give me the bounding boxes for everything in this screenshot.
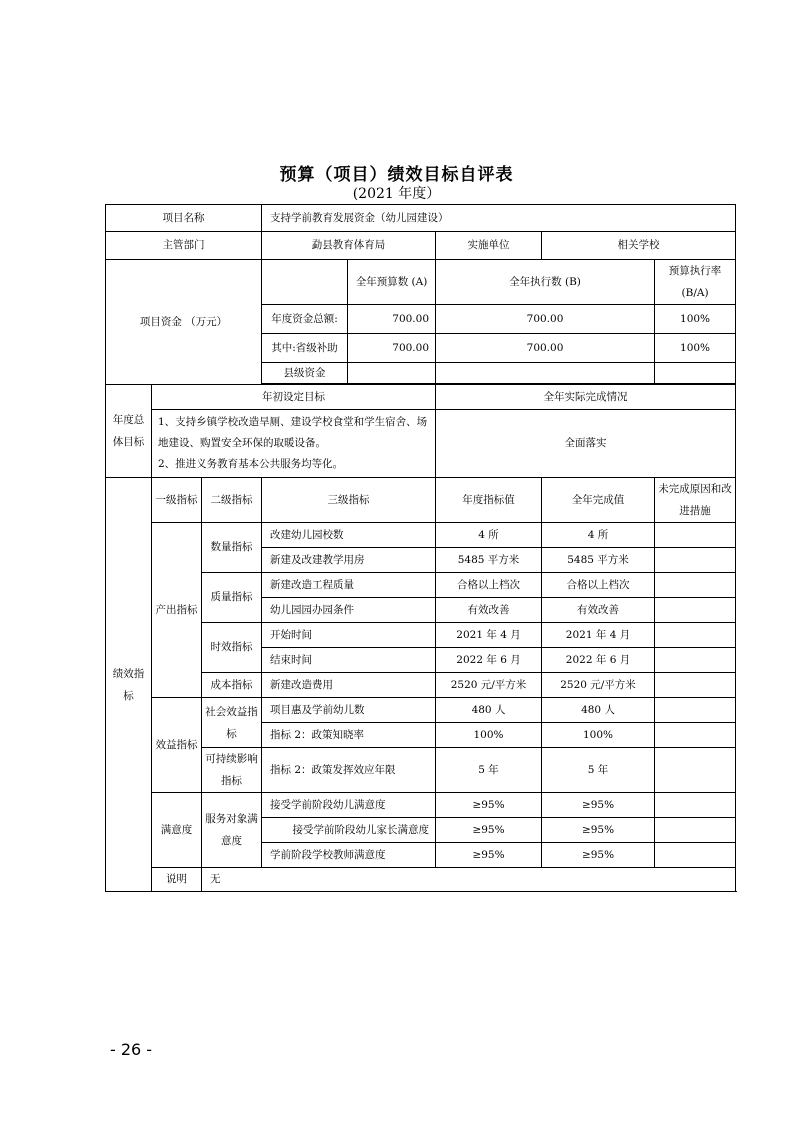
perf-row-reason [655,818,736,843]
perf-row-reason [655,573,736,598]
goals-label: 年度总体目标 [106,385,152,478]
perf-row-name: 结束时间 [262,648,436,673]
funds-row-label: 年度资金总额: [262,305,348,334]
page-subtitle: (2021 年度） [352,186,441,202]
perf-row-actual: 2021 年 4 月 [542,623,655,648]
perf-row-reason [655,793,736,818]
perf-row-name: 项目惠及学前幼儿数 [262,698,436,723]
perf-row-target: 5 年 [436,748,542,793]
project-name-label: 项目名称 [106,205,262,232]
perf-h-reason: 未完成原因和改进措施 [655,478,736,523]
perf-h-level3: 三级指标 [262,478,436,523]
perf-row [106,523,736,548]
cost-label: 成本指标 [202,673,262,698]
perf-row-reason [655,648,736,673]
funds-row-rate: 100% [655,305,736,334]
funds-col-budget: 全年预算数 (A) [348,260,436,305]
satisfaction-label: 满意度 [152,793,202,868]
perf-row-name: 指标 2：政策知晓率 [262,723,436,748]
quality-label: 质量指标 [202,573,262,623]
perf-h-level1: 一级指标 [152,478,202,523]
note-value: 无 [202,868,736,892]
note-row [106,868,736,892]
perf-row-actual: 100% [542,723,655,748]
perf-row-target: 2022 年 6 月 [436,648,542,673]
perf-row-actual: 有效改善 [542,598,655,623]
funds-row-budget [348,363,436,384]
perf-row-target: 合格以上档次 [436,573,542,598]
perf-row-actual: 4 所 [542,523,655,548]
perf-row-reason [655,523,736,548]
perf-row-reason [655,598,736,623]
perf-row-target: 4 所 [436,523,542,548]
funds-row-label: 其中:省级补助 [262,334,348,363]
perf-row-actual: 5485 平方米 [542,548,655,573]
perf-row [106,793,736,818]
perf-row-actual: ≥95% [542,793,655,818]
social-label: 社会效益指标 [202,698,262,748]
perf-row-target: ≥95% [436,843,542,868]
funds-row-rate [655,363,736,384]
perf-row-target: 100% [436,723,542,748]
note-label: 说明 [152,868,202,892]
perf-row-reason [655,748,736,793]
timeliness-label: 时效指标 [202,623,262,673]
perf-row-reason [655,843,736,868]
perf-row-target: ≥95% [436,818,542,843]
funds-blank [262,260,348,305]
evaluation-table [105,204,736,892]
funds-row-exec: 700.00 [436,305,655,334]
perf-row-name: 接受学前阶段幼儿家长满意度 [262,818,436,843]
perf-row-actual: ≥95% [542,843,655,868]
perf-row-reason [655,673,736,698]
perf-row-name: 新建及改建教学用房 [262,548,436,573]
output-label: 产出指标 [152,523,202,698]
perf-row-name: 接受学前阶段幼儿满意度 [262,793,436,818]
perf-row-actual: 480 人 [542,698,655,723]
goals-planned-line-2: 2、推进义务教育基本公共服务均等化。 [158,458,344,470]
sustain-label: 可持续影响指标 [202,748,262,793]
perf-row-actual: 2022 年 6 月 [542,648,655,673]
perf-row-target: ≥95% [436,793,542,818]
funds-col-exec: 全年执行数 (B) [436,260,655,305]
perf-row-target: 有效改善 [436,598,542,623]
funds-row-exec: 700.00 [436,334,655,363]
perf-row-actual: 合格以上档次 [542,573,655,598]
perf-row-name: 改建幼儿园校数 [262,523,436,548]
page-number: - 26 - [110,1040,153,1059]
perf-row-reason [655,723,736,748]
dept-value: 勐县教育体育局 [262,232,436,260]
perf-h-level2: 二级指标 [202,478,262,523]
goals-actual-header: 全年实际完成情况 [436,385,736,410]
goals-planned-line-1: 1、支持乡镇学校改造旱厕、建设学校食堂和学生宿舍、场地建设、购置安全环保的取暖设备。 [158,416,428,449]
goals-content-row [106,410,736,478]
goals-header-row [106,385,736,410]
funds-label: 项目资金 （万元） [106,260,262,385]
funds-row-label: 县级资金 [262,363,348,384]
goals-planned-header: 年初设定目标 [152,385,436,410]
dept-label: 主管部门 [106,232,262,260]
funds-col-rate: 预算执行率 (B/A) [655,260,736,305]
perf-row-target: 480 人 [436,698,542,723]
perf-row-reason [655,548,736,573]
unit-value: 相关学校 [542,232,736,260]
perf-header-row [106,478,736,523]
perf-row-actual: ≥95% [542,818,655,843]
perf-row [106,698,736,723]
perf-row-name: 新建改造费用 [262,673,436,698]
perf-row-name: 学前阶段学校教师满意度 [262,843,436,868]
funds-header-row [106,260,736,305]
perf-row-name: 新建改造工程质量 [262,573,436,598]
goals-actual-text: 全面落实 [436,410,736,478]
perf-h-actual: 全年完成值 [542,478,655,523]
funds-row-exec [436,363,655,384]
perf-label: 绩效指标 [106,478,152,892]
perf-row-name: 幼儿园园办园条件 [262,598,436,623]
perf-row-actual: 2520 元/平方米 [542,673,655,698]
perf-row-target: 2520 元/平方米 [436,673,542,698]
perf-row-target: 2021 年 4 月 [436,623,542,648]
project-name-value: 支持学前教育发展资金（幼儿园建设） [262,205,736,232]
quantity-label: 数量指标 [202,523,262,573]
unit-label: 实施单位 [436,232,542,260]
page-title: 预算（项目）绩效目标自评表 [279,165,514,185]
project-name-row [106,205,736,232]
perf-row-name: 指标 2：政策发挥效应年限 [262,748,436,793]
funds-row-rate: 100% [655,334,736,363]
perf-row-reason [655,698,736,723]
perf-row-actual: 5 年 [542,748,655,793]
goals-planned-text [152,410,436,478]
perf-row-reason [655,623,736,648]
dept-row [106,232,736,260]
perf-row-target: 5485 平方米 [436,548,542,573]
perf-row-name: 开始时间 [262,623,436,648]
benefit-label: 效益指标 [152,698,202,793]
funds-row-budget: 700.00 [348,305,436,334]
funds-row-budget: 700.00 [348,334,436,363]
service-label: 服务对象满意度 [202,793,262,868]
perf-h-target: 年度指标值 [436,478,542,523]
